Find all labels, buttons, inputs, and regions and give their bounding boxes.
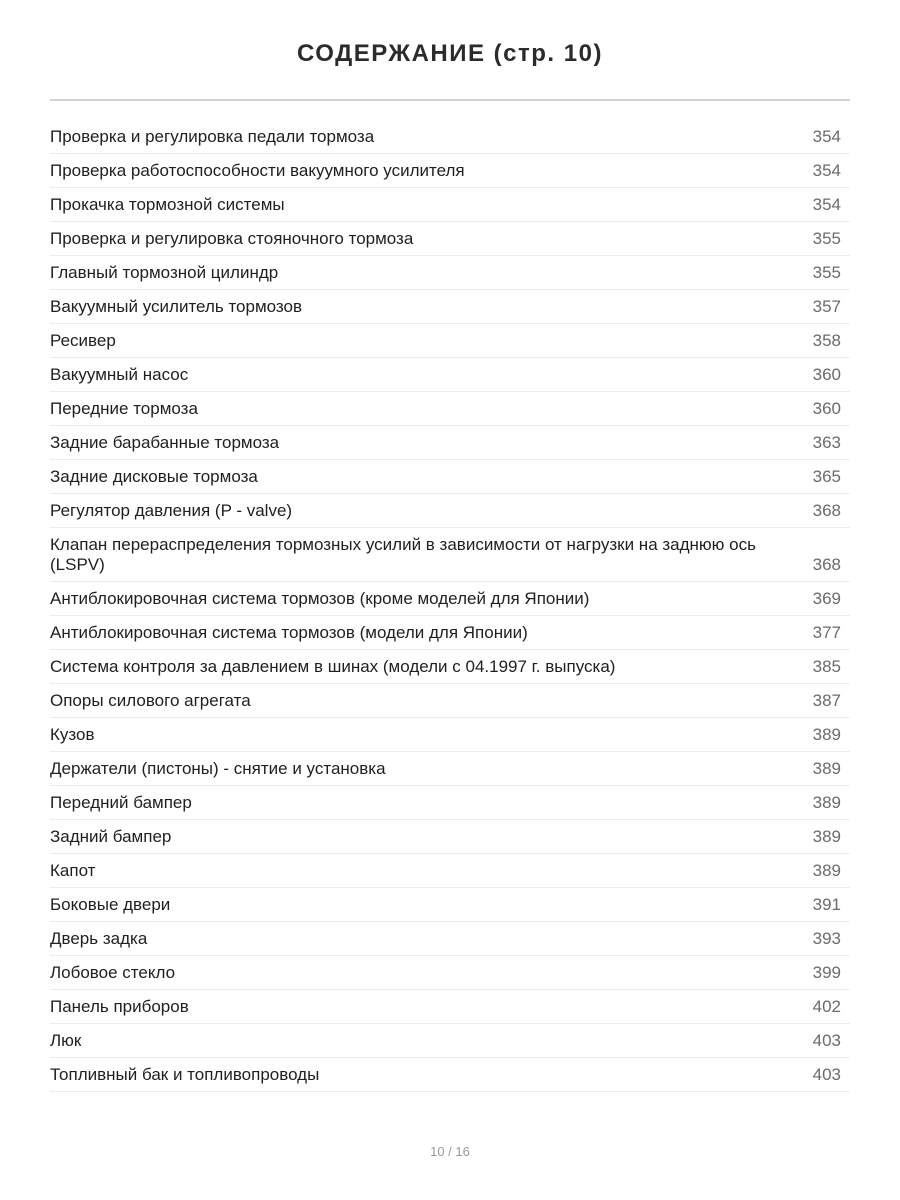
toc-entry-page-number: 369	[812, 589, 841, 608]
toc-entry-page-number: 354	[812, 127, 841, 146]
toc-entry-page-number: 402	[812, 997, 841, 1016]
toc-entry-title[interactable]: Антиблокировочная система тормозов (модели для Японии)	[50, 623, 528, 642]
table-of-contents	[50, 120, 850, 1092]
toc-entry[interactable]	[50, 324, 850, 358]
toc-entry-page-number: 403	[812, 1065, 841, 1084]
toc-entry-page-number: 389	[812, 725, 841, 744]
toc-entry-page-number: 360	[812, 365, 841, 384]
toc-entry-page-number: 365	[812, 467, 841, 486]
toc-entry-title[interactable]: Проверка и регулировка педали тормоза	[50, 127, 375, 146]
toc-entry-page-number: 389	[812, 759, 841, 778]
toc-entry[interactable]	[50, 222, 850, 256]
toc-entry-title[interactable]: Проверка и регулировка стояночного тормоза	[50, 229, 414, 248]
toc-entry-page-number: 389	[812, 793, 841, 812]
toc-entry-title[interactable]: Антиблокировочная система тормозов (кроме моделей для Японии)	[50, 589, 590, 608]
toc-entry[interactable]	[50, 616, 850, 650]
toc-entry-page-number: 387	[812, 691, 841, 710]
toc-entry-title[interactable]: Вакуумный усилитель тормозов	[50, 297, 302, 316]
toc-entry-page-number: 391	[812, 895, 841, 914]
toc-entry-title[interactable]: Проверка работоспособности вакуумного усилителя	[50, 161, 465, 180]
toc-entry[interactable]	[50, 820, 850, 854]
toc-entry-title[interactable]: Регулятор давления (P - valve)	[50, 501, 293, 520]
toc-entry-title[interactable]: Главный тормозной цилиндр	[50, 263, 279, 282]
toc-entry[interactable]	[50, 1024, 850, 1058]
toc-entry-title[interactable]: Вакуумный насос	[50, 365, 189, 384]
toc-entry-page-number: 389	[812, 861, 841, 880]
toc-entry-title[interactable]: Держатели (пистоны) - снятие и установка	[50, 759, 386, 778]
toc-entry-page-number: 354	[812, 161, 841, 180]
toc-entry[interactable]	[50, 888, 850, 922]
toc-entry[interactable]	[50, 290, 850, 324]
toc-entry[interactable]	[50, 460, 850, 494]
toc-entry-page-number: 368	[812, 501, 841, 520]
toc-entry-page-number: 389	[812, 827, 841, 846]
toc-entry[interactable]	[50, 358, 850, 392]
toc-entry-page-number: 355	[812, 229, 841, 248]
toc-entry-page-number: 393	[812, 929, 841, 948]
page-title: СОДЕРЖАНИЕ (стр. 10)	[297, 40, 603, 67]
toc-entry[interactable]	[50, 426, 850, 460]
toc-entry-page-number: 403	[812, 1031, 841, 1050]
toc-entry-title[interactable]: Задние дисковые тормоза	[50, 467, 258, 486]
toc-entry-page-number: 358	[812, 331, 841, 350]
toc-entry[interactable]	[50, 718, 850, 752]
toc-entry-title[interactable]: Лобовое стекло	[50, 963, 176, 982]
toc-entry[interactable]	[50, 956, 850, 990]
toc-entry-page-number: 355	[812, 263, 841, 282]
toc-entry-title[interactable]: Задний бампер	[50, 827, 172, 846]
toc-entry[interactable]	[50, 650, 850, 684]
toc-entry-title[interactable]: Боковые двери	[50, 895, 171, 914]
toc-entry[interactable]	[50, 256, 850, 290]
toc-entry-title[interactable]: Передний бампер	[50, 793, 192, 812]
toc-entry-page-number: 377	[812, 623, 841, 642]
toc-entry-page-number: 354	[812, 195, 841, 214]
page-indicator: 10 / 16	[430, 1144, 470, 1159]
toc-entry-page-number: 360	[812, 399, 841, 418]
toc-entry[interactable]	[50, 494, 850, 528]
title-divider	[50, 99, 850, 101]
toc-entry-title[interactable]: Ресивер	[50, 331, 116, 350]
toc-entry-title[interactable]: Задние барабанные тормоза	[50, 433, 280, 452]
toc-entry[interactable]	[50, 1058, 850, 1092]
toc-entry-page-number: 363	[812, 433, 841, 452]
toc-entry-title[interactable]: Дверь задка	[50, 929, 148, 948]
toc-entry-page-number: 357	[812, 297, 841, 316]
toc-entry-title[interactable]: Капот	[50, 861, 96, 880]
toc-entry[interactable]	[50, 990, 850, 1024]
toc-entry[interactable]	[50, 752, 850, 786]
toc-entry[interactable]	[50, 154, 850, 188]
toc-entry[interactable]	[50, 392, 850, 426]
toc-entry[interactable]	[50, 582, 850, 616]
toc-entry-title[interactable]: Люк	[50, 1031, 82, 1050]
toc-entry[interactable]	[50, 684, 850, 718]
toc-entry[interactable]	[50, 120, 850, 154]
toc-entry-page-number: 399	[812, 963, 841, 982]
toc-entry-title[interactable]: Кузов	[50, 725, 95, 744]
toc-entry-title[interactable]: Топливный бак и топливопроводы	[50, 1065, 320, 1084]
toc-entry[interactable]	[50, 188, 850, 222]
toc-entry-title[interactable]: Прокачка тормозной системы	[50, 195, 285, 214]
toc-entry-title[interactable]: Передние тормоза	[50, 399, 198, 418]
toc-entry-title[interactable]: Система контроля за давлением в шинах (модели с 04.1997 г. выпуска)	[50, 657, 616, 676]
toc-entry[interactable]	[50, 922, 850, 956]
toc-entry[interactable]	[50, 786, 850, 820]
toc-entry-page-number: 385	[812, 657, 841, 676]
toc-entry[interactable]	[50, 528, 850, 582]
toc-entry-title[interactable]: Клапан перераспределения тормозных усилий в зависимости от нагрузки на заднюю ось (LSPV)	[50, 535, 756, 574]
toc-entry-title[interactable]: Опоры силового агрегата	[50, 691, 251, 710]
toc-entry-title[interactable]: Панель приборов	[50, 997, 189, 1016]
toc-entry[interactable]	[50, 854, 850, 888]
toc-entry-page-number: 368	[812, 555, 841, 574]
